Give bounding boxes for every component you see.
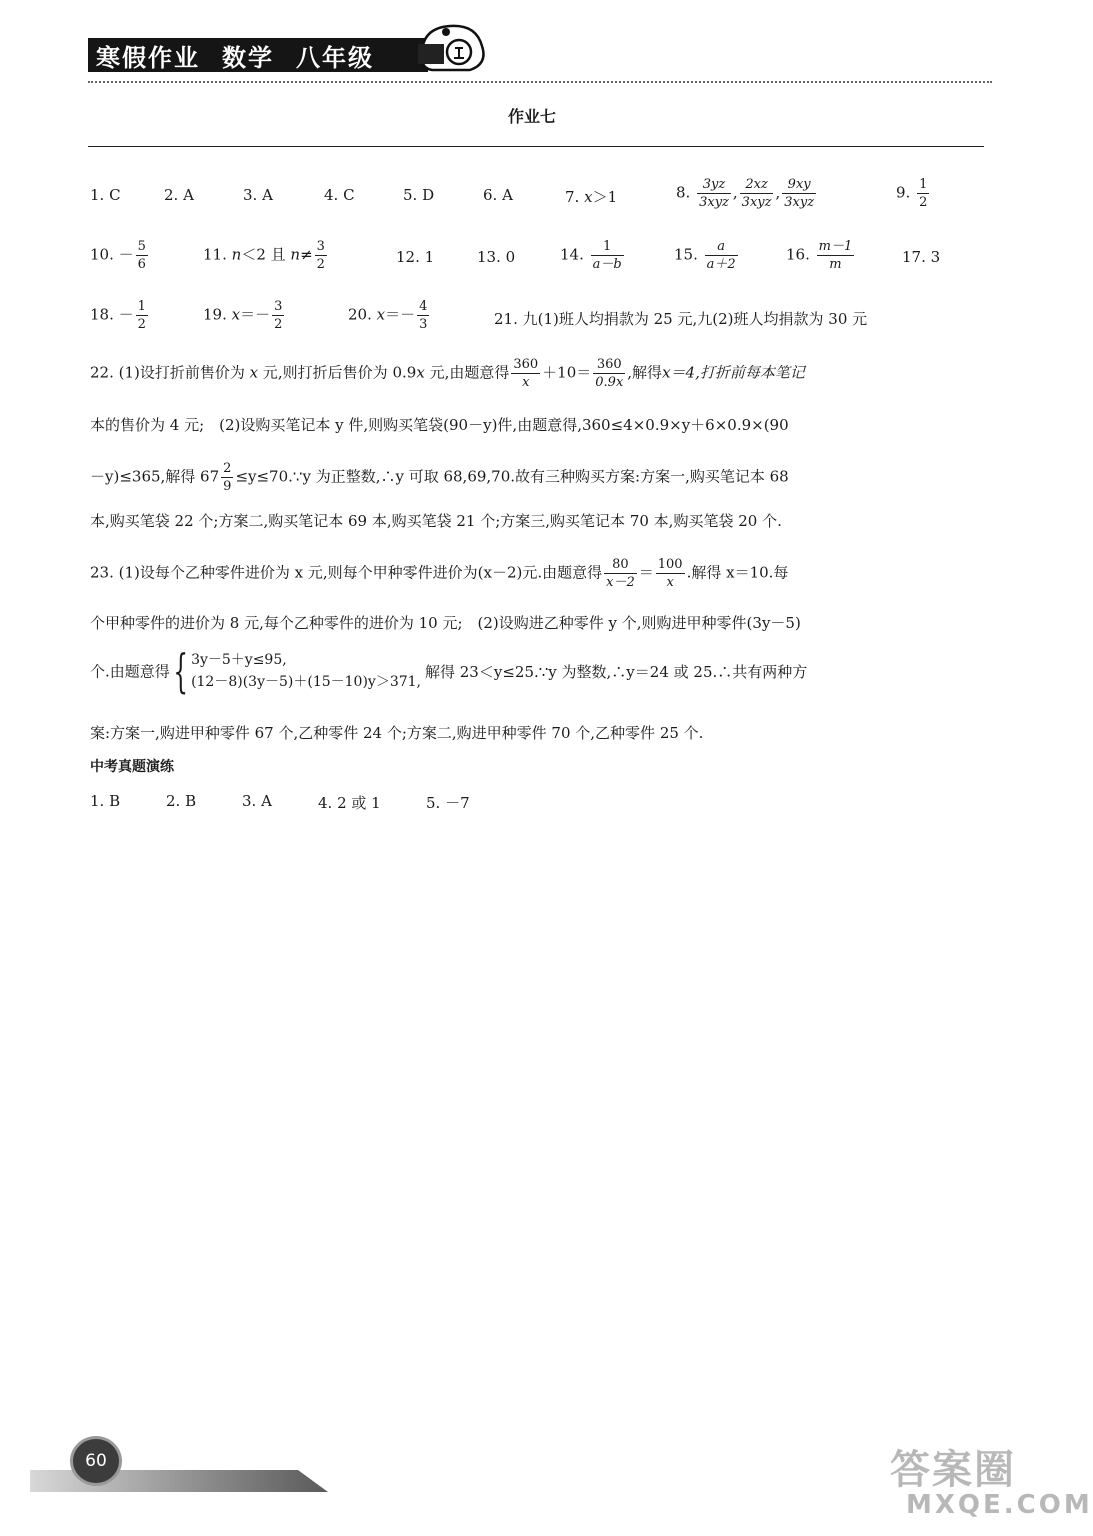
q11-label: 11. <box>203 245 227 264</box>
answer-q10 <box>90 238 150 273</box>
answer-q21: 21. 九(1)班人均捐款为 25 元,九(2)班人均捐款为 30 元 <box>494 310 868 328</box>
q8-label: 8. <box>676 183 691 202</box>
q8-fraction-3: $\frac{9xy}{\text{3xyz}}$ <box>784 177 815 210</box>
answer-q8 <box>676 176 818 211</box>
answer-q3: 3. A <box>243 186 273 204</box>
mascot-icon <box>414 18 492 78</box>
answer-q4: 4. C <box>324 186 355 204</box>
q22-text-a: 22. (1)设打折前售价为 <box>90 363 245 382</box>
answer-q1: 1. C <box>90 186 121 204</box>
q10-fraction: $\frac{5}{6}$ <box>137 239 146 272</box>
q22-var-2: x <box>416 363 425 382</box>
answer-q18 <box>90 298 150 333</box>
q9-fraction: $\frac{1}{2}$ <box>919 177 928 210</box>
q22-line-2: 本的售价为 4 元; (2)设购买笔记本 y 件,则购买笔袋(90－y)件,由题意得,360≤4×0.9×y＋6×0.9×(90 <box>90 416 789 434</box>
watermark-line-1: 答案圈 <box>890 1447 1016 1493</box>
answer-q11 <box>203 238 329 273</box>
answer-q2: 2. A <box>164 186 194 204</box>
answer-q7 <box>565 186 617 207</box>
q19-fraction: $\frac{3}{2}$ <box>274 299 283 332</box>
q15-fraction: $\frac{a}{a+2}$ <box>706 239 736 272</box>
q23-eq: ＝ <box>638 563 654 582</box>
q14-fraction: $\frac{1}{a-b}$ <box>592 239 622 272</box>
header-dotted-rule <box>88 81 992 83</box>
q11-var: n <box>231 245 242 264</box>
q9-label: 9. <box>896 183 911 202</box>
answer-q19 <box>203 298 286 333</box>
q22-fraction-1: $\frac{360}{x}$ <box>513 357 539 390</box>
q23-system <box>191 649 421 693</box>
q22-text-f: x＝4,打折前每本笔记 <box>662 363 805 382</box>
q8-fraction-1: $\frac{3yz}{\text{3xyz}}$ <box>699 177 729 210</box>
header-subject: 数学 <box>222 43 274 72</box>
exam-a4: 4. 2 或 1 <box>318 794 381 812</box>
q22-line-1 <box>90 356 805 391</box>
q23-brace: { <box>173 644 188 698</box>
q20-fraction: $\frac{4}{3}$ <box>419 299 428 332</box>
q22-text-c: 元,由题意得 <box>429 363 510 382</box>
page-number: 60 <box>70 1436 122 1486</box>
q11-fraction: $\frac{3}{2}$ <box>316 239 325 272</box>
q18-label: 18. － <box>90 305 134 324</box>
q20-label: 20. <box>348 305 372 324</box>
q20-var: x <box>376 305 386 324</box>
q16-fraction: $\frac{m-1}{m}$ <box>818 239 853 272</box>
q23-line3-b: 解得 23＜y≤25.∵y 为整数,∴y＝24 或 25.∴共有两种方 <box>425 662 808 681</box>
q23-system-eq1: 3y－5＋y≤95, <box>191 652 287 668</box>
q22-line-4: 本,购买笔袋 22 个;方案二,购买笔记本 69 本,购买笔袋 21 个;方案三,购买笔记本 70 本,购买笔袋 20 个. <box>90 512 782 530</box>
q22-mixed-fraction: $\frac{2}{9}$ <box>223 461 232 494</box>
answer-q16 <box>786 238 856 273</box>
watermark-line-2: MXQE.COM <box>906 1490 1093 1520</box>
q23-line-4: 案:方案一,购进甲种零件 67 个,乙种零件 24 个;方案二,购进甲种零件 70 个,乙种零件 25 个. <box>90 724 704 742</box>
q23-text-a: 23. (1)设每个乙种零件进价为 x 元,则每个甲种零件进价为(x－2)元.由题意得 <box>90 563 603 582</box>
q22-text-e: ,解得 <box>627 363 663 382</box>
q22-fraction-2: $\frac{360}{0.9x}$ <box>595 357 624 390</box>
q23-line-1 <box>90 556 788 591</box>
q22-line3-a: －y)≤365,解得 67 <box>90 467 220 486</box>
watermark-logo <box>890 1438 1093 1528</box>
q8-sep-1: , <box>732 183 738 202</box>
exam-a5: 5. －7 <box>426 794 470 812</box>
q23-line-2: 个甲种零件的进价为 8 元,每个乙种零件的进价为 10 元; (2)设购进乙种零件 y 个,则购进甲种零件(3y－5) <box>90 614 801 632</box>
q22-line-3 <box>90 460 789 495</box>
q18-fraction: $\frac{1}{2}$ <box>137 299 146 332</box>
header-grade: 八年级 <box>296 43 374 72</box>
exam-practice-heading: 中考真题演练 <box>90 759 174 775</box>
q22-var: x <box>249 363 259 382</box>
q22-text-b: 元,则打折后售价为 0.9 <box>262 363 417 382</box>
q11-var2: n <box>290 245 301 264</box>
section-rule <box>88 146 984 147</box>
q19-var: x <box>231 305 241 324</box>
q10-label: 10. － <box>90 245 134 264</box>
q23-text-b: .解得 x＝10.每 <box>686 563 789 582</box>
q7-var: x <box>584 188 593 206</box>
q23-line3-a: 个.由题意得 <box>90 662 170 681</box>
exam-a2: 2. B <box>166 792 197 810</box>
q7-rest: ＞1 <box>592 188 618 206</box>
answer-q12: 12. 1 <box>396 248 435 266</box>
section-title: 作业七 <box>507 107 556 126</box>
q22-line3-b: ≤y≤70.∵y 为正整数,∴y 可取 68,69,70.故有三种购买方案:方案一,购买笔记本 68 <box>235 467 789 486</box>
q14-label: 14. <box>560 245 584 264</box>
q16-label: 16. <box>786 245 810 264</box>
answer-q14 <box>560 238 626 273</box>
header-book: 寒假作业 <box>96 43 200 72</box>
q23-fraction-1: $\frac{80}{x-2}$ <box>606 557 635 590</box>
q7-label: 7. <box>565 188 580 206</box>
q19-eq: ＝－ <box>240 305 271 324</box>
q23-fraction-2: $\frac{100}{x}$ <box>657 557 683 590</box>
answer-q13: 13. 0 <box>477 248 516 266</box>
q19-label: 19. <box>203 305 227 324</box>
exam-a1: 1. B <box>90 792 121 810</box>
answer-q6: 6. A <box>483 186 513 204</box>
q11-ne: ≠ <box>300 245 313 264</box>
answer-q20 <box>348 298 431 333</box>
q11-mid: ＜2 且 <box>241 245 286 264</box>
q23-line-3 <box>90 644 808 698</box>
q20-eq: ＝－ <box>385 305 416 324</box>
q22-text-d: ＋10＝ <box>542 363 592 382</box>
answer-q17: 17. 3 <box>902 248 941 266</box>
answer-q15 <box>674 238 740 273</box>
q23-system-eq2: (12－8)(3y－5)＋(15－10)y＞371, <box>191 674 421 690</box>
header-band <box>88 38 428 72</box>
q15-label: 15. <box>674 245 698 264</box>
q8-fraction-2: $\frac{2xz}{\text{3xyz}}$ <box>741 177 772 210</box>
q8-sep-2: , <box>775 183 781 202</box>
answer-q5: 5. D <box>403 186 435 204</box>
answer-q9 <box>896 176 931 211</box>
exam-a3: 3. A <box>242 792 272 810</box>
